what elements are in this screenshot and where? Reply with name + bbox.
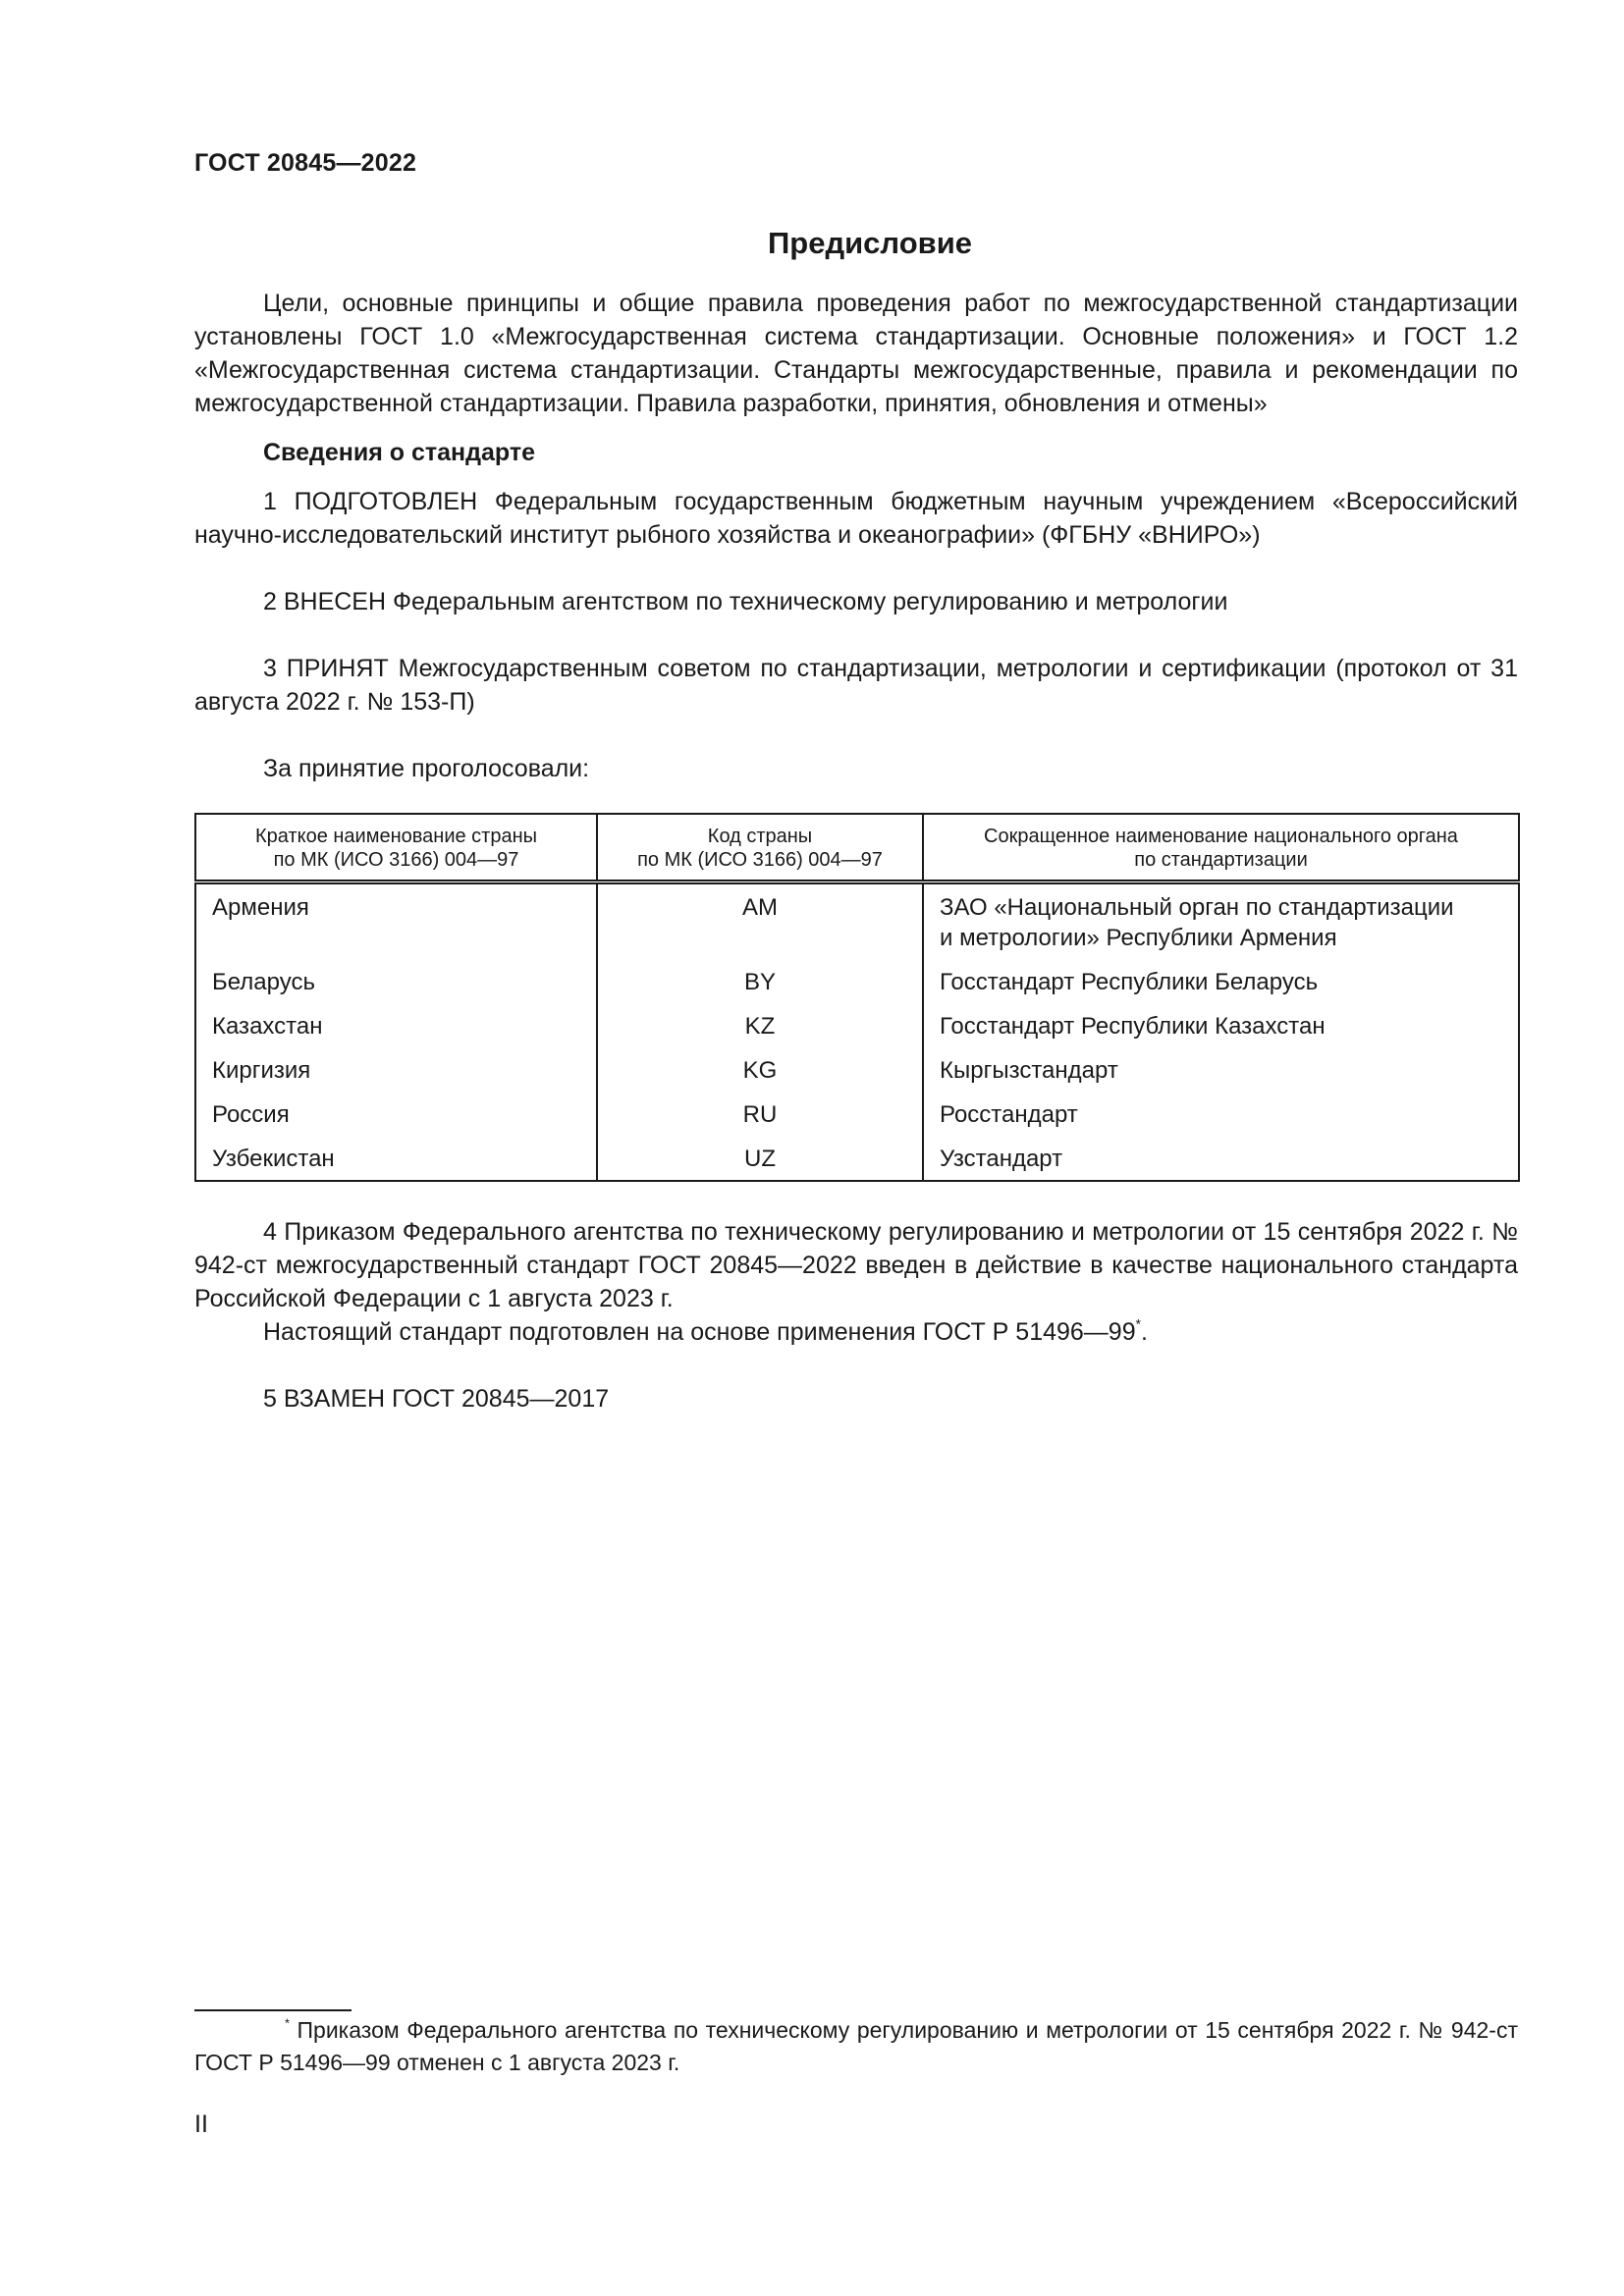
- country-cell: Беларусь: [195, 959, 597, 1003]
- standard-info-heading: Сведения о стандарте: [263, 439, 536, 466]
- body-text: и метрологии» Республики Армения: [940, 925, 1337, 951]
- country-cell: Казахстан: [195, 1003, 597, 1047]
- table-row: [195, 1003, 1519, 1047]
- body-cell: [923, 882, 1519, 960]
- item-3-adopted: 3 ПРИНЯТ Межгосударственным советом по стандартизации, метрологии и сертификации (протокол от 31 августа 2022 г. № 153-П): [194, 655, 1518, 716]
- page-title: [0, 226, 1624, 261]
- footnote-mark: *: [285, 2016, 290, 2031]
- header-standards-body: [923, 814, 1519, 882]
- header-text: по стандартизации: [1134, 849, 1308, 871]
- item-4-basis-note: [194, 1315, 1518, 1349]
- header-text: Сокращенное наименование национального органа: [984, 826, 1458, 847]
- page-title-text: Предисловие: [767, 226, 972, 260]
- vote-label: За принятие проголосовали:: [263, 755, 590, 782]
- table-row: [195, 1136, 1519, 1181]
- footnote-ref-mark: *: [1135, 1316, 1141, 1332]
- body-cell: Узстандарт: [923, 1136, 1519, 1181]
- body-cell: Росстандарт: [923, 1092, 1519, 1136]
- header-country-code: [597, 814, 923, 882]
- basis-note-text: Настоящий стандарт подготовлен на основе применения ГОСТ Р 51496—99: [263, 1318, 1136, 1346]
- table-row: [195, 1047, 1519, 1092]
- main-content: [194, 287, 1518, 1415]
- basis-note-end: .: [1140, 1318, 1148, 1346]
- item-4-order: 4 Приказом Федерального агентства по техническому регулированию и метрологии от 15 сентября 2022 г. № 942-ст межгосударственный стандарт ГОСТ 20845—2022 введен в действие в качестве национального стандарта Российской Федерации с 1 августа 2023 г.: [194, 1218, 1518, 1312]
- item-1-prepared: 1 ПОДГОТОВЛЕН Федеральным государственным бюджетным научным учреждением «Всероссийский научно-исследовательский институт рыбного хозяйства и океанографии» (ФГБНУ «ВНИРО»): [194, 488, 1518, 549]
- document-id-header: ГОСТ 20845—2022: [194, 149, 417, 177]
- header-text: Краткое наименование страны: [254, 826, 538, 847]
- footnote-divider: [194, 2009, 352, 2011]
- header-text: по МК (ИСО 3166) 004—97: [273, 849, 519, 871]
- table-row: [195, 959, 1519, 1003]
- voting-countries-table: [194, 813, 1520, 1182]
- item-2-introduced: 2 ВНЕСЕН Федеральным агентством по техническому регулированию и метрологии: [263, 588, 1228, 615]
- code-cell: BY: [597, 959, 923, 1003]
- body-cell: Госстандарт Республики Казахстан: [923, 1003, 1519, 1047]
- footnote-text: Приказом Федерального агентства по техническому регулированию и метрологии от 15 сентября 2022 г. № 942-ст ГОСТ Р 51496—99 отменен с 1 августа 2023 г.: [194, 2017, 1518, 2075]
- header-text: по МК (ИСО 3166) 004—97: [637, 849, 883, 871]
- code-cell: RU: [597, 1092, 923, 1136]
- code-cell: AM: [597, 882, 923, 960]
- body-text: ЗАО «Национальный орган по стандартизации: [940, 894, 1454, 921]
- table-row: [195, 882, 1519, 960]
- footnote: [194, 2014, 1518, 2079]
- body-cell: Кыргызстандарт: [923, 1047, 1519, 1092]
- country-cell: Киргизия: [195, 1047, 597, 1092]
- table-row: [195, 1092, 1519, 1136]
- code-cell: UZ: [597, 1136, 923, 1181]
- intro-paragraph: Цели, основные принципы и общие правила проведения работ по межгосударственной стандартизации установлены ГОСТ 1.0 «Межгосударственная система стандартизации. Основные положения» и ГОСТ 1.2 «Межгосударственная система стандартизации. Стандарты межгосударственные, правила и рекомендации по межгосударственной стандартизации. Правила разработки, принятия, обновления и отмены»: [194, 290, 1518, 417]
- header-text: Код страны: [707, 826, 813, 847]
- country-cell: Узбекистан: [195, 1136, 597, 1181]
- page-number: II: [194, 2110, 208, 2138]
- country-cell: Россия: [195, 1092, 597, 1136]
- body-cell: Госстандарт Республики Беларусь: [923, 959, 1519, 1003]
- country-cell: Армения: [195, 882, 597, 960]
- item-5-replaces: 5 ВЗАМЕН ГОСТ 20845—2017: [263, 1385, 610, 1413]
- code-cell: KG: [597, 1047, 923, 1092]
- table-header-row: [195, 814, 1519, 882]
- header-country-name: [195, 814, 597, 882]
- code-cell: KZ: [597, 1003, 923, 1047]
